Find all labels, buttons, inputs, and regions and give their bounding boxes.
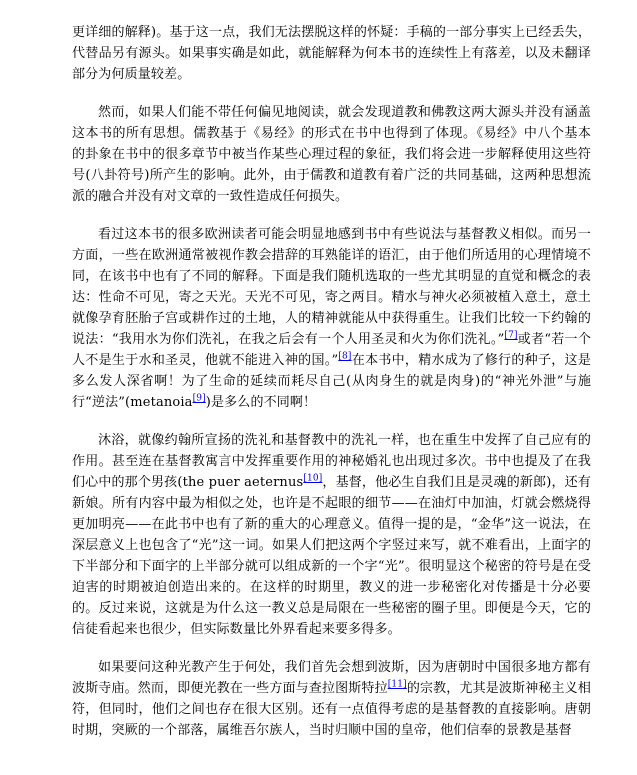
- paragraph-text: 更详细的解释)。基于这一点，我们无法摆脱这样的怀疑：手稿的一部分事实上已经丢失，代替品另有源头。如果事实确是如此，就能解释为何本书的连续性上有落差，以及未翻译部分为何质量较差。: [72, 25, 591, 82]
- paragraph-text: 沐浴，就像约翰所宣扬的洗礼和基督教中的洗礼一样，也在重生中发挥了自己应有的作用。甚至连在基督教寓言中发挥重要作用的神秘婚礼也出现过多次。书中也提及了在我们心中的那个男孩(the puer aeternus: [72, 433, 591, 490]
- paragraph-3: [72, 224, 591, 413]
- footnote-link[interactable]: [10]: [303, 473, 323, 484]
- paragraph-text: )是多么的不同啊！: [205, 395, 317, 410]
- footnote-link[interactable]: [8]: [338, 351, 352, 362]
- paragraph-5: [72, 657, 591, 741]
- paragraph-text: 的宗教，尤其是波斯神秘主义相符，但同时，他们之间也存在很大区别。还有一点值得考虑的是基督教的直接影响。唐朝时期，突厥的一个部落，属维吾尔族人，当时归顺中国的皇帝，他们信奉的景教是基督: [72, 681, 591, 738]
- paragraph-text: 在本书中，精水成为了修行的种子，这是多么发人深省啊！为了生命的延续而耗尽自己(从肉身生的就是肉身)的“神光外泄”与施行“逆法”(metanoia: [72, 353, 592, 410]
- footnote-link[interactable]: [11]: [387, 679, 407, 690]
- footnote-link[interactable]: [9]: [192, 393, 206, 404]
- footnote-link[interactable]: [7]: [504, 330, 518, 341]
- paragraph-text: 然而，如果人们能不带任何偏见地阅读，就会发现道教和佛教这两大源头并没有涵盖这本书的所有思想。儒教基于《易经》的形式在书中也得到了体现。《易经》中八个基本的卦象在书中的很多章节中被当作某些心理过程的象征，我们将会进一步解释使用这些符号(八卦符号)所产生的影响。此外，由于儒教和道教有着广泛的共同基础，这两种思想流派的融合并没有对文章的一致性造成任何损失。: [72, 105, 591, 204]
- paragraph-4: [72, 430, 591, 640]
- paragraph-text: 如果要问这种光教产生于何处，我们首先会想到波斯，因为唐朝时中国很多地方都有波斯寺庙。然而，即便光教在一些方面与查拉图斯特拉: [72, 660, 591, 696]
- paragraph-text: 看过这本书的很多欧洲读者可能会明显地感到书中有些说法与基督教义相似。而另一方面，一些在欧洲通常被视作教会措辞的耳熟能详的语汇，由于他们所适用的心理情境不同，在该书中也有了不同的解释。下面是我们随机选取的一些尤其明显的直觉和概念的表达：性命不可见，寄之天光。天光不可见，寄之两目。精水与神火必须被植入意土，意土就像孕育胚胎子宫或耕作过的土地，人的精神就能从中获得重生。让我们比较一下约翰的说法：“我用水为你们洗礼，在我之后会有一个人用圣灵和火为你们洗礼。”: [72, 227, 591, 347]
- paragraph-text: 或者“若一个人不是生于水和圣灵，他就不能进入神的国。”: [72, 332, 591, 368]
- paragraph-1: [72, 22, 591, 85]
- paragraph-text: ，基督，他必生自我们且是灵魂的新郎)，还有新娘。所有内容中最为相似之处，也许是不起眼的细节——在油灯中加油，灯就会燃烧得更加明亮——在此书中也有了新的重大的心理意义。值得一提的是，“金华”这一说法，在深层意义上也包含了“光”这一词。如果人们把这两个字竖过来写，就不难看出，上面字的下半部分和下面字的上半部分就可以组成新的一个字“光”。很明显这个秘密的符号是在受迫害的时期被迫创造出来的。在这样的时期里，教义的进一步秘密化对传播是十分必要的。反过来说，这就是为什么这一教义总是局限在一些秘密的圈子里。即便是今天，它的信徒看起来也很少，但实际数量比外界看起来要多得多。: [72, 475, 591, 637]
- paragraph-2: [72, 102, 591, 207]
